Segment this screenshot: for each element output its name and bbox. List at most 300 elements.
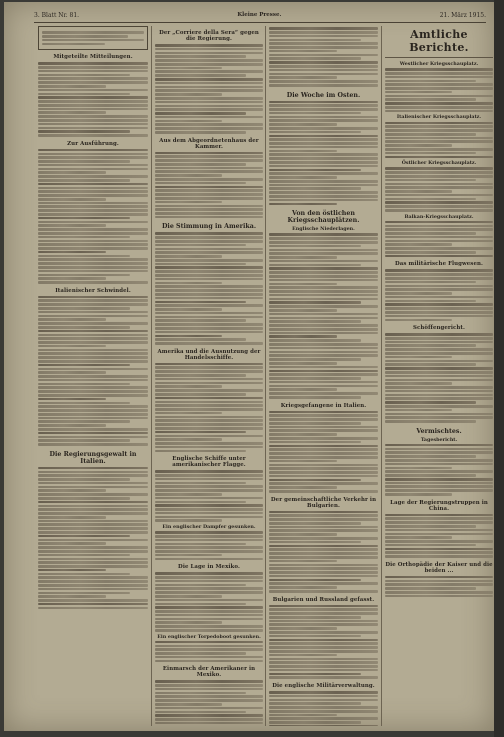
text-line bbox=[155, 595, 222, 598]
text-line bbox=[269, 191, 378, 194]
text-line bbox=[385, 201, 493, 204]
text-line bbox=[155, 193, 263, 196]
text-line bbox=[385, 448, 493, 451]
text-line bbox=[269, 631, 378, 634]
text-line bbox=[155, 450, 246, 453]
text-line bbox=[155, 101, 263, 104]
text-line bbox=[38, 493, 148, 496]
text-line bbox=[38, 436, 148, 439]
text-line bbox=[269, 249, 378, 252]
text-line bbox=[155, 718, 263, 721]
text-line bbox=[269, 101, 378, 104]
text-line bbox=[269, 320, 361, 323]
text-line bbox=[38, 119, 148, 122]
text-line bbox=[155, 474, 263, 477]
text-line bbox=[269, 388, 337, 391]
text-line bbox=[385, 394, 493, 397]
text-line bbox=[155, 397, 263, 400]
text-line bbox=[385, 485, 493, 488]
text-line bbox=[38, 352, 148, 355]
column-1 bbox=[38, 26, 148, 726]
text-line bbox=[385, 255, 493, 258]
text-line bbox=[38, 375, 148, 378]
text-line bbox=[155, 285, 263, 288]
text-line bbox=[155, 163, 246, 166]
text-line bbox=[38, 527, 148, 530]
text-line bbox=[155, 186, 263, 189]
text-line bbox=[155, 270, 263, 273]
text-line bbox=[385, 251, 476, 254]
column-2-heading-1: Der „Corriere della Sera“ gegen die Regierung. bbox=[159, 30, 259, 42]
text-line bbox=[269, 176, 337, 179]
text-line bbox=[269, 301, 361, 304]
text-line bbox=[155, 652, 246, 655]
text-line bbox=[38, 307, 130, 310]
text-line bbox=[385, 296, 493, 299]
text-line bbox=[155, 278, 263, 281]
text-line bbox=[269, 646, 378, 649]
column-4-heading-7: Vermischtes. bbox=[416, 427, 462, 435]
text-line bbox=[155, 120, 222, 123]
text-line bbox=[269, 441, 361, 444]
text-line bbox=[155, 78, 263, 81]
text-line bbox=[155, 208, 263, 211]
text-line bbox=[269, 605, 378, 608]
text-line bbox=[155, 688, 263, 691]
text-line bbox=[269, 579, 361, 582]
text-line bbox=[38, 104, 148, 107]
text-line bbox=[269, 560, 337, 563]
text-line bbox=[38, 471, 148, 474]
text-line bbox=[155, 707, 263, 710]
text-line bbox=[385, 548, 493, 551]
text-line bbox=[385, 285, 493, 288]
text-line bbox=[269, 324, 378, 327]
text-line bbox=[38, 77, 148, 80]
text-line bbox=[155, 123, 263, 126]
text-line bbox=[155, 293, 263, 296]
text-line bbox=[385, 273, 493, 276]
text-line bbox=[38, 379, 148, 382]
text-line bbox=[155, 470, 263, 473]
text-line bbox=[385, 236, 493, 239]
text-line bbox=[385, 292, 452, 295]
text-line bbox=[269, 537, 378, 540]
text-line bbox=[385, 409, 452, 412]
text-line bbox=[269, 279, 378, 282]
text-line bbox=[155, 416, 263, 419]
text-line bbox=[269, 57, 361, 60]
text-line bbox=[385, 269, 493, 272]
text-line bbox=[385, 228, 493, 231]
text-line bbox=[269, 654, 337, 657]
text-line bbox=[269, 138, 378, 141]
text-line bbox=[269, 335, 337, 338]
text-line bbox=[155, 52, 263, 55]
text-line bbox=[38, 558, 148, 561]
text-line bbox=[38, 213, 148, 216]
text-line bbox=[38, 349, 148, 352]
column-2-heading-6: Ein englischer Dampfer gesunken. bbox=[162, 524, 256, 530]
column-4-heading-2: Italienischer Kriegsschauplatz. bbox=[396, 114, 482, 121]
text-line bbox=[269, 150, 337, 153]
text-line bbox=[269, 717, 378, 720]
text-line bbox=[155, 167, 263, 170]
text-line bbox=[38, 516, 106, 519]
column-rule bbox=[381, 26, 382, 726]
text-line bbox=[269, 467, 378, 470]
text-line bbox=[385, 156, 493, 159]
text-line bbox=[155, 236, 263, 239]
text-line bbox=[385, 521, 493, 524]
column-2-heading-5: Englische Schiffe unter amerikanischer Flagge. bbox=[172, 456, 246, 469]
text-line bbox=[38, 153, 148, 156]
text-line bbox=[385, 91, 452, 94]
text-line bbox=[269, 313, 378, 316]
text-line bbox=[155, 74, 246, 77]
text-line bbox=[269, 475, 378, 478]
text-line bbox=[269, 616, 361, 619]
text-line bbox=[38, 345, 106, 348]
text-line bbox=[385, 232, 476, 235]
text-line bbox=[155, 127, 263, 130]
text-line bbox=[269, 46, 378, 49]
text-line bbox=[38, 202, 148, 205]
text-line bbox=[385, 551, 493, 554]
text-line bbox=[155, 618, 263, 621]
text-line bbox=[385, 303, 493, 306]
text-line bbox=[269, 146, 378, 149]
text-line bbox=[269, 108, 378, 111]
text-line bbox=[385, 405, 493, 408]
text-line bbox=[269, 522, 361, 525]
text-line bbox=[155, 316, 263, 319]
text-line bbox=[155, 508, 263, 511]
text-line bbox=[38, 398, 106, 401]
text-line bbox=[38, 175, 148, 178]
text-line bbox=[38, 262, 148, 265]
text-line bbox=[38, 123, 148, 126]
text-line bbox=[155, 366, 263, 369]
text-line bbox=[38, 394, 148, 397]
text-line bbox=[155, 385, 222, 388]
text-line bbox=[155, 645, 263, 648]
text-line bbox=[269, 650, 378, 653]
column-4-heading-4: Balkan-Kriegsschauplatz. bbox=[404, 213, 474, 220]
page-edge bbox=[494, 0, 504, 737]
text-line bbox=[155, 382, 263, 385]
text-line bbox=[155, 401, 263, 404]
text-line bbox=[269, 460, 337, 463]
text-line bbox=[385, 179, 476, 182]
text-line bbox=[269, 721, 361, 724]
text-line bbox=[385, 225, 493, 228]
text-line bbox=[155, 629, 263, 632]
text-line bbox=[38, 599, 148, 602]
text-line bbox=[385, 144, 452, 147]
text-line bbox=[155, 304, 263, 307]
text-line bbox=[38, 417, 148, 420]
text-line bbox=[269, 541, 361, 544]
text-line bbox=[38, 486, 148, 489]
text-line bbox=[155, 212, 263, 215]
text-line bbox=[269, 119, 378, 122]
text-line bbox=[155, 519, 222, 522]
text-line bbox=[38, 217, 130, 220]
text-line bbox=[385, 83, 493, 86]
text-line bbox=[38, 565, 148, 568]
text-line bbox=[38, 607, 148, 610]
text-line bbox=[385, 247, 493, 250]
text-line bbox=[38, 108, 148, 111]
text-line bbox=[155, 516, 263, 519]
text-line bbox=[385, 367, 493, 370]
text-line bbox=[269, 241, 378, 244]
text-line bbox=[269, 252, 378, 255]
text-line bbox=[155, 438, 222, 441]
text-line bbox=[155, 485, 263, 488]
text-line bbox=[385, 129, 493, 132]
text-line bbox=[155, 478, 263, 481]
text-line bbox=[385, 348, 493, 351]
text-line bbox=[38, 70, 148, 73]
text-line bbox=[385, 243, 452, 246]
text-line bbox=[269, 526, 378, 529]
text-line bbox=[269, 260, 378, 263]
text-line bbox=[38, 576, 148, 579]
masthead-title: Kleine Presse. bbox=[237, 12, 282, 18]
text-line bbox=[385, 221, 493, 224]
text-line bbox=[38, 224, 106, 227]
text-line bbox=[269, 366, 378, 369]
text-line bbox=[155, 251, 263, 254]
text-line bbox=[38, 209, 148, 212]
text-line bbox=[385, 87, 493, 90]
column-3-heading-3: Englische Niederlagen. bbox=[292, 226, 355, 233]
text-line bbox=[385, 183, 493, 186]
text-line bbox=[269, 422, 361, 425]
text-line bbox=[269, 552, 378, 555]
text-line bbox=[38, 546, 148, 549]
text-line bbox=[269, 172, 378, 175]
text-line bbox=[38, 595, 106, 598]
text-line bbox=[269, 571, 378, 574]
text-line bbox=[155, 182, 246, 185]
text-line bbox=[269, 169, 361, 172]
text-line bbox=[269, 264, 361, 267]
text-line bbox=[155, 699, 263, 702]
masthead-date: 21. März 1915. bbox=[439, 11, 486, 19]
column-4-heading-6: Schöffengericht. bbox=[413, 325, 465, 332]
text-line bbox=[385, 386, 493, 389]
text-line bbox=[155, 289, 263, 292]
text-line bbox=[385, 106, 493, 109]
text-line bbox=[385, 80, 476, 83]
text-line bbox=[269, 131, 361, 134]
text-line bbox=[155, 587, 263, 590]
column-rule bbox=[265, 26, 266, 726]
text-line bbox=[269, 153, 378, 156]
text-line bbox=[385, 467, 452, 470]
text-line bbox=[155, 89, 263, 92]
text-line bbox=[38, 371, 106, 374]
text-line bbox=[269, 256, 337, 259]
text-line bbox=[38, 368, 148, 371]
text-line bbox=[155, 431, 246, 434]
text-line bbox=[155, 554, 222, 557]
text-line bbox=[385, 140, 493, 143]
text-line bbox=[155, 711, 246, 714]
text-line bbox=[155, 584, 246, 587]
column-1-heading-2: Zur Ausführung. bbox=[67, 140, 119, 147]
text-line bbox=[385, 95, 493, 98]
text-line bbox=[38, 296, 148, 299]
text-line bbox=[269, 377, 361, 380]
text-line bbox=[385, 175, 493, 178]
text-line bbox=[155, 282, 222, 285]
text-line bbox=[155, 446, 263, 449]
text-line bbox=[269, 76, 337, 79]
text-line bbox=[385, 536, 452, 539]
text-line bbox=[269, 456, 378, 459]
text-line bbox=[385, 444, 493, 447]
text-line bbox=[38, 337, 148, 340]
column-4-heading-8: Tagesbericht. bbox=[420, 436, 458, 443]
text-line bbox=[385, 311, 493, 314]
text-line bbox=[38, 134, 148, 137]
text-line bbox=[155, 692, 246, 695]
text-line bbox=[155, 263, 246, 266]
text-line bbox=[269, 27, 378, 30]
text-line bbox=[38, 274, 130, 277]
text-line bbox=[38, 247, 148, 250]
text-line bbox=[385, 110, 493, 113]
text-line bbox=[38, 277, 106, 280]
text-line bbox=[38, 62, 148, 65]
column-4-heading-1: Westlicher Kriegsschauplatz. bbox=[399, 61, 479, 67]
text-line bbox=[38, 413, 148, 416]
text-line bbox=[269, 354, 378, 357]
text-line bbox=[269, 545, 378, 548]
text-line bbox=[155, 82, 263, 85]
text-line bbox=[269, 347, 378, 350]
column-2-heading-7: Die Lage in Mexiko. bbox=[178, 564, 240, 571]
text-line bbox=[269, 437, 378, 440]
text-line bbox=[155, 59, 263, 62]
text-line bbox=[269, 725, 378, 726]
text-line bbox=[155, 170, 263, 173]
text-line bbox=[385, 474, 476, 477]
text-line bbox=[38, 561, 148, 564]
text-line bbox=[38, 74, 130, 77]
text-line bbox=[155, 572, 263, 575]
text-line bbox=[38, 236, 130, 239]
text-line bbox=[38, 497, 130, 500]
text-line bbox=[269, 309, 337, 312]
text-line bbox=[269, 286, 378, 289]
text-line bbox=[155, 370, 263, 373]
text-line bbox=[155, 648, 263, 651]
text-line bbox=[38, 66, 148, 69]
text-line bbox=[385, 300, 476, 303]
text-line bbox=[385, 591, 493, 594]
text-line bbox=[269, 39, 361, 42]
text-line bbox=[38, 474, 148, 477]
text-line bbox=[38, 303, 148, 306]
text-line bbox=[269, 639, 378, 642]
text-line bbox=[385, 470, 493, 473]
text-line bbox=[38, 187, 148, 190]
text-line bbox=[269, 695, 378, 698]
text-line bbox=[38, 115, 148, 118]
text-line bbox=[269, 245, 361, 248]
text-line bbox=[385, 375, 493, 378]
text-line bbox=[385, 583, 493, 586]
text-line bbox=[38, 100, 148, 103]
text-line bbox=[269, 699, 378, 702]
text-line bbox=[269, 673, 361, 676]
text-line bbox=[269, 511, 378, 514]
text-line bbox=[38, 315, 148, 318]
text-line bbox=[155, 189, 263, 192]
text-line bbox=[38, 258, 148, 261]
text-line bbox=[269, 514, 378, 517]
text-line bbox=[38, 240, 148, 243]
text-line bbox=[269, 627, 337, 630]
column-rule bbox=[151, 26, 152, 726]
text-line bbox=[269, 582, 378, 585]
text-line bbox=[155, 603, 246, 606]
text-line bbox=[269, 127, 378, 130]
text-line bbox=[155, 512, 263, 515]
text-line bbox=[155, 131, 246, 134]
text-line bbox=[38, 270, 148, 273]
text-line bbox=[385, 133, 476, 136]
text-line bbox=[38, 299, 148, 302]
text-line bbox=[269, 590, 378, 593]
text-line bbox=[155, 312, 263, 315]
text-line bbox=[385, 390, 493, 393]
text-line bbox=[385, 102, 493, 105]
text-line bbox=[385, 379, 493, 382]
text-line bbox=[38, 183, 148, 186]
text-line bbox=[385, 416, 493, 419]
text-line bbox=[155, 108, 263, 111]
text-line bbox=[155, 501, 246, 504]
text-line bbox=[38, 383, 130, 386]
text-line bbox=[155, 489, 263, 492]
text-line bbox=[38, 205, 148, 208]
text-line bbox=[269, 661, 378, 664]
text-line bbox=[38, 550, 148, 553]
text-line bbox=[269, 710, 378, 713]
text-line bbox=[269, 283, 337, 286]
text-line bbox=[155, 580, 263, 583]
column-3 bbox=[269, 26, 378, 726]
text-line bbox=[155, 714, 263, 717]
text-line bbox=[385, 356, 452, 359]
column-2-heading-8: Ein englischer Torpedoboot gesunken. bbox=[157, 633, 261, 640]
text-line bbox=[38, 111, 106, 114]
text-line bbox=[155, 576, 263, 579]
text-line bbox=[269, 635, 361, 638]
text-line bbox=[385, 540, 493, 543]
text-line bbox=[269, 305, 378, 308]
text-line bbox=[38, 318, 106, 321]
text-line bbox=[269, 112, 361, 115]
text-line bbox=[38, 156, 148, 159]
text-line bbox=[38, 432, 148, 435]
